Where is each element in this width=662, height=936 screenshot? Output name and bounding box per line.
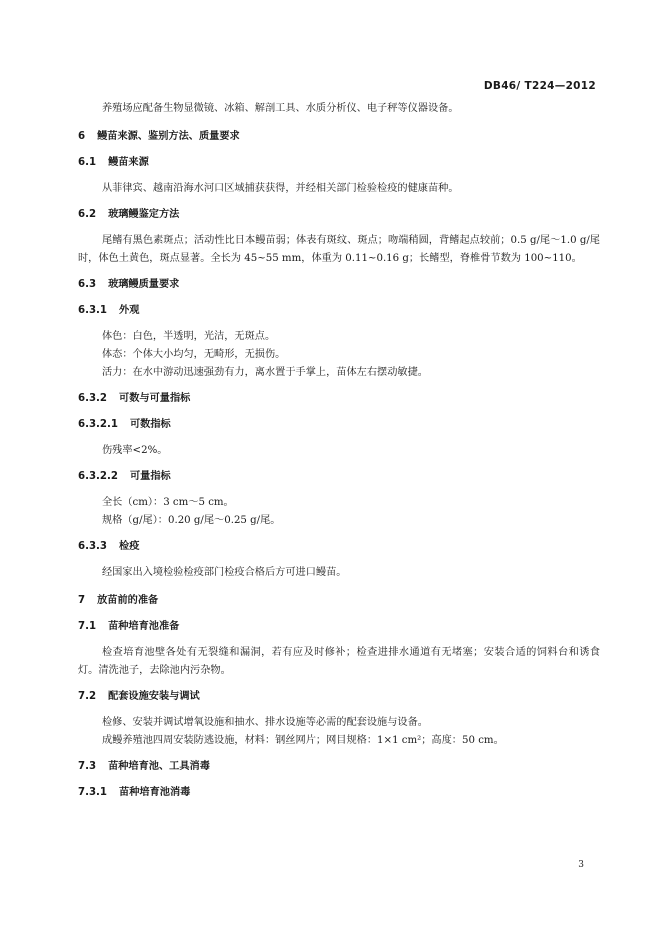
section-title: 玻璃鳗鉴定方法 xyxy=(108,209,180,220)
section-number: 6.2 xyxy=(78,209,97,220)
section-number: 6.3 xyxy=(78,279,97,290)
section-title: 苗种培育池、工具消毒 xyxy=(108,761,210,772)
section-heading xyxy=(78,538,600,556)
section-heading xyxy=(78,468,600,486)
section-title: 鳗苗来源 xyxy=(108,157,149,168)
section-number: 7.2 xyxy=(78,691,97,702)
section-heading xyxy=(78,784,600,802)
paragraph: 规格（g/尾）：0.20 g/尾～0.25 g/尾。 xyxy=(102,515,281,526)
section-number: 6.3.1 xyxy=(78,305,108,316)
section-title: 放苗前的准备 xyxy=(97,595,159,606)
paragraph: 养殖场应配备生物显微镜、冰箱、解剖工具、水质分析仪、电子秤等仪器设备。 xyxy=(102,103,459,114)
section-title: 可量指标 xyxy=(129,471,171,482)
page-content xyxy=(78,100,600,802)
standard-code-header: DB46/ T224—2012 xyxy=(483,80,596,92)
section-number: 7.1 xyxy=(78,621,97,632)
section-number: 7.3.1 xyxy=(78,787,108,798)
section-title: 检疫 xyxy=(119,541,140,552)
section-heading xyxy=(78,206,600,224)
section-number: 6.3.2.1 xyxy=(78,419,118,430)
section-title: 配套设施安装与调试 xyxy=(108,691,200,702)
page-number: 3 xyxy=(578,860,584,870)
section-heading xyxy=(78,592,600,610)
section-number: 6.3.2.2 xyxy=(78,471,118,482)
section-number: 6 xyxy=(78,131,86,142)
section-number: 7 xyxy=(78,595,86,606)
section-heading xyxy=(78,390,600,408)
paragraph: 检修、安装并调试增氧设施和抽水、排水设施等必需的配套设施与设备。 xyxy=(102,717,428,728)
section-heading xyxy=(78,758,600,776)
section-number: 6.3.3 xyxy=(78,541,108,552)
section-title: 玻璃鳗质量要求 xyxy=(108,279,180,290)
section-number: 7.3 xyxy=(78,761,97,772)
section-title: 可数指标 xyxy=(129,419,171,430)
paragraph: 从菲律宾、越南沿海水河口区域捕获获得，并经相关部门检验检疫的健康苗种。 xyxy=(102,183,459,194)
section-heading xyxy=(78,154,600,172)
section-heading xyxy=(78,618,600,636)
paragraph: 伤残率<2%。 xyxy=(102,445,168,456)
paragraph: 活力：在水中游动迅速强劲有力，离水置于手掌上，苗体左右摆动敏捷。 xyxy=(102,367,428,378)
section-title: 苗种培育池准备 xyxy=(108,621,180,632)
section-title: 可数与可量指标 xyxy=(119,393,191,404)
section-heading xyxy=(78,302,600,320)
section-title: 外观 xyxy=(119,305,140,316)
section-number: 6.3.2 xyxy=(78,393,108,404)
section-heading xyxy=(78,416,600,434)
paragraph: 成鳗养殖池四周安装防逃设施，材料：钢丝网片；网目规格：1×1 cm²；高度：50 cm。 xyxy=(102,735,504,746)
paragraph: 尾鳍有黑色素斑点；活动性比日本鳗苗弱；体表有斑纹、斑点；吻端稍圆，背鳍起点较前；0.5 g/尾～1.0 g/尾时，体色土黄色，斑点显著。全长为 45~55 mm，体重为 0.11~0.16 g；长鳍型，脊椎骨节数为 100~110。 xyxy=(78,235,600,264)
paragraph: 体态：个体大小均匀，无畸形，无损伤。 xyxy=(102,349,286,360)
paragraph: 体色：白色，半透明，光洁，无斑点。 xyxy=(102,331,276,342)
section-title: 鳗苗来源、鉴别方法、质量要求 xyxy=(97,131,240,142)
paragraph: 检查培育池壁各处有无裂缝和漏洞，若有应及时修补；检查进排水通道有无堵塞；安装合适的饲料台和诱食灯。清洗池子，去除池内污杂物。 xyxy=(78,647,600,676)
section-heading xyxy=(78,688,600,706)
paragraph: 经国家出入境检验检疫部门检疫合格后方可进口鳗苗。 xyxy=(102,567,347,578)
paragraph: 全长（cm）：3 cm～5 cm。 xyxy=(102,497,234,508)
section-heading xyxy=(78,128,600,146)
section-title: 苗种培育池消毒 xyxy=(119,787,191,798)
section-heading xyxy=(78,276,600,294)
section-number: 6.1 xyxy=(78,157,97,168)
